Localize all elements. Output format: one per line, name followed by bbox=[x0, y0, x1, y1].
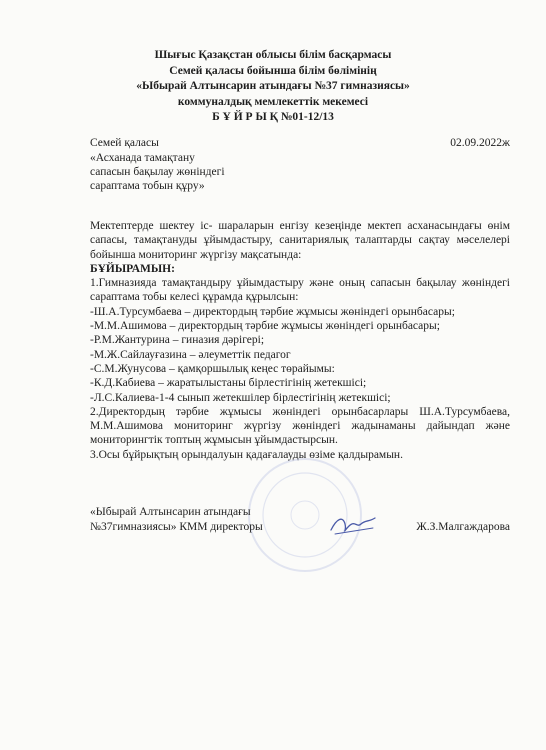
header-institution-type: коммуналдық мемлекеттік мекемесі bbox=[177, 95, 369, 108]
handwritten-signature bbox=[327, 510, 379, 540]
point-1: 1.Гимназияда тамақтандыру ұйымдастыру және оның сапасын бақылау жөніндегі сараптама тобы келесі құрамда құрылсын: bbox=[90, 277, 510, 304]
intro-paragraph: Мектептерде шектеу іс- шараларын енгізу кезеңінде мектеп асханасындағы өнім сапасы, тамақтануды ұйымдастыру, санитариялық талаптарды сақтау мәселелері бойынша мониторинг жүргізу мақсатында: bbox=[90, 220, 510, 261]
subject-line: сараптама тобын құру» bbox=[90, 180, 205, 192]
signature-block bbox=[90, 505, 510, 535]
order-subject bbox=[90, 151, 350, 193]
header-department: Семей қаласы бойынша білім бөлімінің bbox=[169, 64, 377, 77]
point-2: 2.Директордың тәрбие жұмысы жөніндегі орынбасарлары Ш.А.Турсумбаева, М.М.Ашимова мониторинг жүргізу жөніндегі жадынаманы дайындап және мониторингтік топтың жұмысын ұйымдастырсын. bbox=[90, 405, 510, 447]
subject-line: сапасын бақылау жөніндегі bbox=[90, 166, 225, 178]
point-3: 3.Осы бұйрықтың орындалуын қадағалауды өзіме қалдырамын. bbox=[90, 448, 403, 461]
member-item: -Ш.А.Турсумбаева – директордың тәрбие жұмысы жөніндегі орынбасары; bbox=[90, 305, 455, 318]
header-region: Шығыс Қазақстан облысы білім басқармасы bbox=[154, 49, 392, 61]
order-date: 02.09.2022ж bbox=[450, 137, 510, 149]
signatory-title-line: №37гимназиясы» КММ директоры bbox=[90, 521, 263, 533]
city: Семей қаласы bbox=[90, 137, 159, 149]
subject-line: «Асханада тамақтану bbox=[90, 152, 195, 164]
member-item: -Р.М.Жантурина – гиназия дәрігері; bbox=[90, 334, 265, 347]
header-school: «Ыбырай Алтынсарин атындағы №37 гимназиясы» bbox=[136, 80, 410, 92]
member-item: -М.М.Ашимова – директордың тәрбие жұмысы жөніндегі орынбасары; bbox=[90, 320, 440, 333]
order-heading: БҰЙЫРАМЫН: bbox=[90, 262, 175, 275]
member-item: -Л.С.Калиева-1-4 сынып жетекшілер бірлестігінің жетекшісі; bbox=[90, 391, 391, 404]
signatory-name: Ж.З.Малгаждарова bbox=[416, 521, 510, 533]
signatory-title-line: «Ыбырай Алтынсарин атындағы bbox=[90, 506, 251, 518]
member-item: -К.Д.Кабиева – жаратылыстаны бірлестігінің жетекшісі; bbox=[90, 377, 367, 390]
order-number: Б Ұ Й Р Ы Қ №01-12/13 bbox=[212, 111, 334, 123]
member-item: -М.Ж.Сайлауғазина – әлеуметтік педагог bbox=[90, 348, 291, 361]
document-header bbox=[0, 48, 546, 126]
member-item: -С.М.Жунусова – қамқоршылық кеңес төрайымы: bbox=[90, 362, 335, 375]
order-body bbox=[90, 219, 510, 462]
